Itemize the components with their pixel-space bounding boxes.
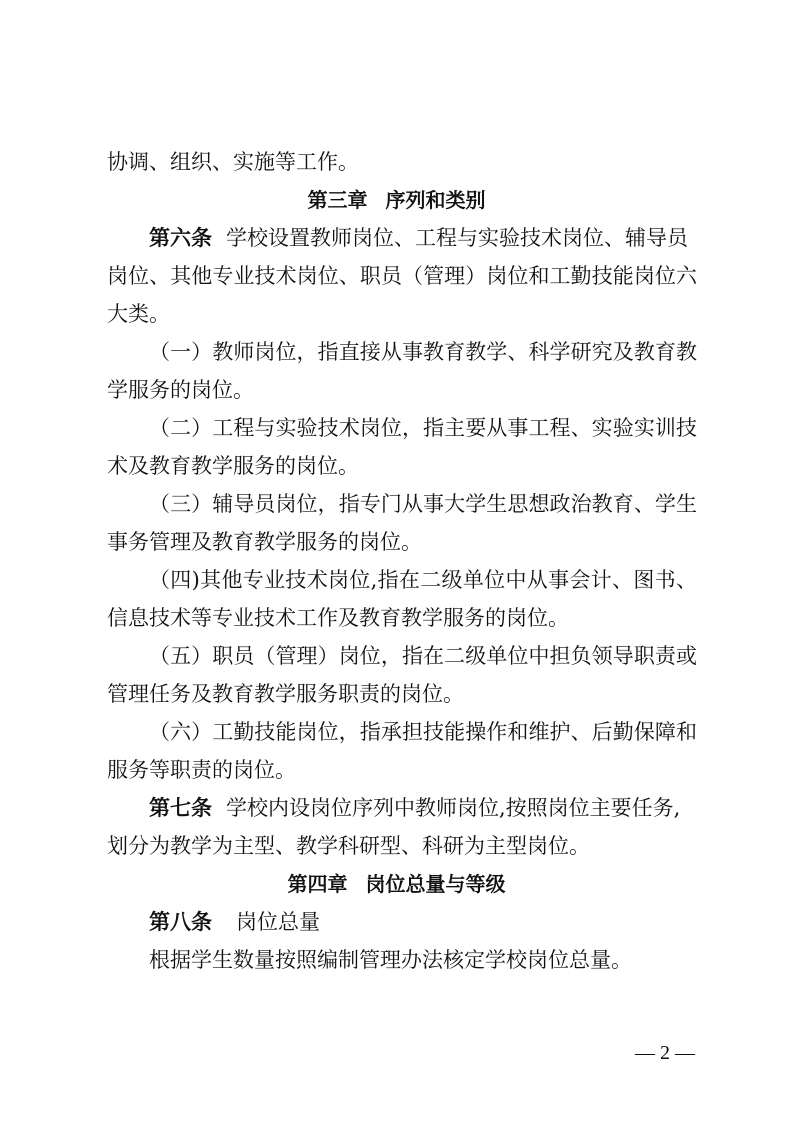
article-line [149, 794, 697, 822]
body-text-line: （六）工勤技能岗位，指承担技能操作和维护、后勤保障和 [149, 720, 697, 744]
body-text-line: 信息技术等专业技术工作及教育教学服务的岗位。 [107, 606, 569, 630]
chapter-heading [0, 870, 793, 898]
body-text-line: （三）辅导员岗位，指专门从事大学生思想政治教育、学生 [149, 492, 697, 516]
body-text-line: 划分为教学为主型、教学科研型、科研为主型岗位。 [107, 834, 590, 858]
article-line [149, 224, 697, 252]
body-text-line: 管理任务及教育教学服务职责的岗位。 [107, 682, 464, 706]
chapter-heading [0, 186, 793, 214]
body-text-line: 学服务的岗位。 [107, 378, 254, 402]
body-text-line: 服务等职责的岗位。 [107, 758, 296, 782]
article-text: 岗位总量 [236, 910, 320, 934]
body-text-line: （一）教师岗位，指直接从事教育教学、科学研究及教育教 [149, 340, 697, 364]
article-label: 第七条 [149, 796, 212, 820]
chapter-title: 岗位总量与等级 [365, 872, 506, 896]
article-label: 第八条 [149, 910, 212, 934]
body-text-line: 岗位、其他专业技术岗位、职员（管理）岗位和工勤技能岗位六 [107, 264, 697, 288]
article-label: 第六条 [149, 226, 212, 250]
article-line [149, 908, 697, 936]
body-text-line: （四)其他专业技术岗位,指在二级单位中从事会计、图书、 [149, 568, 697, 592]
body-text-line: 事务管理及教育教学服务的岗位。 [107, 530, 422, 554]
chapter-number: 第四章 [287, 872, 348, 896]
body-text-line: （二）工程与实验技术岗位，指主要从事工程、实验实训技 [149, 416, 697, 440]
chapter-number: 第三章 [307, 188, 368, 212]
article-text: 学校设置教师岗位、工程与实验技术岗位、辅导员 [226, 226, 688, 250]
body-text-line: 协调、组织、实施等工作。 [107, 150, 359, 174]
page-number: — 2 — [635, 1042, 695, 1064]
body-text-line: 大类。 [107, 302, 170, 326]
body-text-line: 术及教育教学服务的岗位。 [107, 454, 359, 478]
article-text: 学校内设岗位序列中教师岗位,按照岗位主要任务, [226, 796, 681, 820]
body-text-line: 根据学生数量按照编制管理办法核定学校岗位总量。 [149, 948, 632, 972]
chapter-title: 序列和类别 [385, 188, 486, 212]
body-text-line: （五）职员（管理）岗位，指在二级单位中担负领导职责或 [149, 644, 697, 668]
